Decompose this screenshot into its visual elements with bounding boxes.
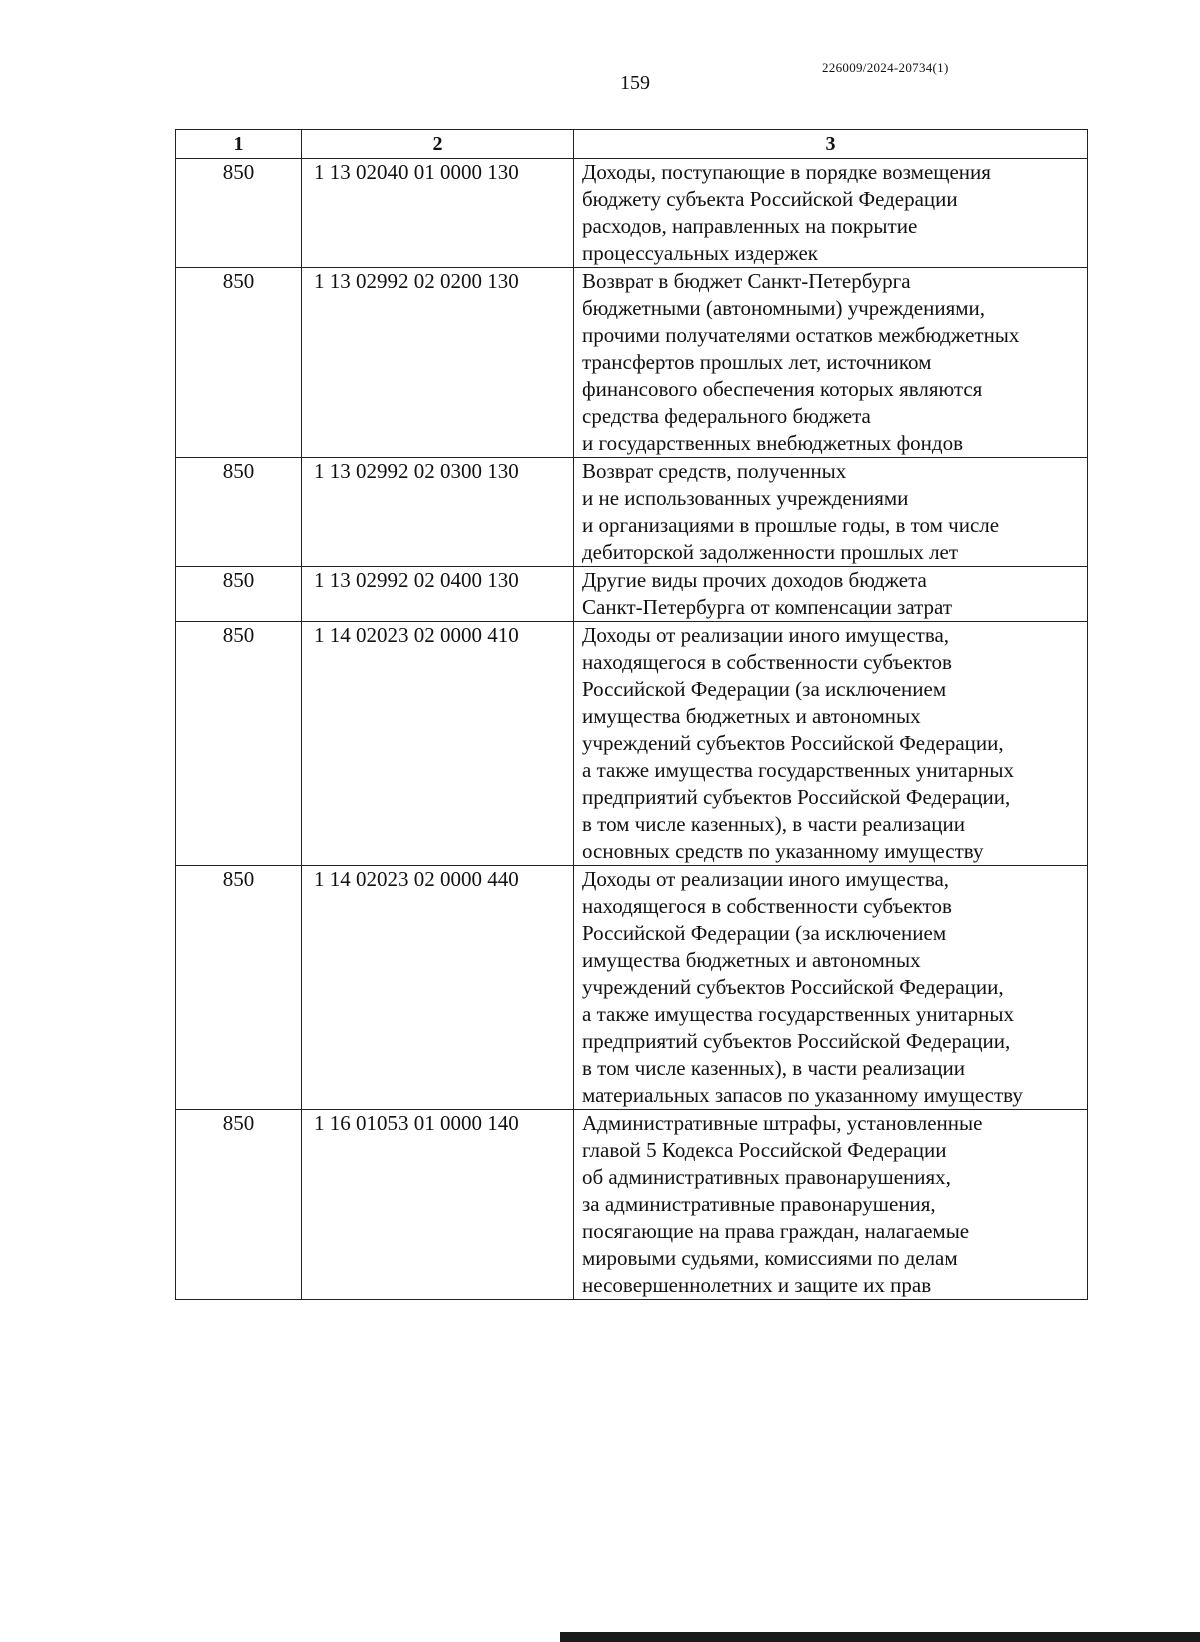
description-cell: [574, 268, 1088, 458]
description-line: дебиторской задолженности прошлых лет: [582, 540, 959, 564]
table-row: [176, 866, 1088, 1110]
revenue-code-cell: 1 14 02023 02 0000 410: [302, 622, 574, 866]
table-row: [176, 1110, 1088, 1300]
description-line: имущества бюджетных и автономных: [582, 948, 921, 972]
description-line: Санкт-Петербурга от компенсации затрат: [582, 595, 953, 619]
description-cell: [574, 866, 1088, 1110]
admin-code-cell: 850: [176, 622, 302, 866]
description-line: а также имущества государственных унитарных: [582, 758, 1014, 782]
admin-code-cell: 850: [176, 567, 302, 622]
description-line: а также имущества государственных унитарных: [582, 1002, 1014, 1026]
revenue-code-cell: 1 16 01053 01 0000 140: [302, 1110, 574, 1300]
table-row: [176, 159, 1088, 268]
description-line: предприятий субъектов Российской Федерации,: [582, 785, 1011, 809]
description-line: учреждений субъектов Российской Федерации,: [582, 731, 1004, 755]
description-line: за административные правонарушения,: [582, 1192, 936, 1216]
description-line: находящегося в собственности субъектов: [582, 650, 952, 674]
description-line: учреждений субъектов Российской Федерации,: [582, 975, 1004, 999]
description-line: имущества бюджетных и автономных: [582, 704, 921, 728]
admin-code-cell: 850: [176, 268, 302, 458]
description-line: Российской Федерации (за исключением: [582, 677, 947, 701]
column-header-1: 1: [176, 130, 302, 159]
description-line: главой 5 Кодекса Российской Федерации: [582, 1138, 947, 1162]
scan-edge-bar: [560, 1632, 1200, 1642]
description-line: Возврат в бюджет Санкт-Петербурга: [582, 269, 911, 293]
table-body: [176, 159, 1088, 1300]
description-line: Доходы, поступающие в порядке возмещения: [582, 160, 991, 184]
table-row: [176, 567, 1088, 622]
description-line: трансфертов прошлых лет, источником: [582, 350, 932, 374]
description-line: об административных правонарушениях,: [582, 1165, 951, 1189]
description-line: Возврат средств, полученных: [582, 459, 847, 483]
document-id: 226009/2024-20734(1): [822, 60, 949, 75]
revenue-code-cell: 1 13 02040 01 0000 130: [302, 159, 574, 268]
description-line: бюджету субъекта Российской Федерации: [582, 187, 958, 211]
column-header-3: 3: [574, 130, 1088, 159]
admin-code-cell: 850: [176, 1110, 302, 1300]
table-row: [176, 458, 1088, 567]
description-line: процессуальных издержек: [582, 241, 818, 265]
description-line: средства федерального бюджета: [582, 404, 871, 428]
description-line: прочими получателями остатков межбюджетных: [582, 323, 1020, 347]
description-line: предприятий субъектов Российской Федерации,: [582, 1029, 1011, 1053]
description-line: и государственных внебюджетных фондов: [582, 431, 964, 455]
admin-code-cell: 850: [176, 458, 302, 567]
description-line: в том числе казенных), в части реализации: [582, 1056, 965, 1080]
revenue-code-cell: 1 13 02992 02 0200 130: [302, 268, 574, 458]
revenue-code-cell: 1 13 02992 02 0400 130: [302, 567, 574, 622]
description-line: несовершеннолетних и защите их прав: [582, 1273, 932, 1297]
description-line: Другие виды прочих доходов бюджета: [582, 568, 927, 592]
description-line: Доходы от реализации иного имущества,: [582, 867, 950, 891]
page-number: 159: [620, 72, 650, 94]
description-line: мировыми судьями, комиссиями по делам: [582, 1246, 958, 1270]
revenue-codes-table: [175, 129, 1088, 1300]
description-line: и не использованных учреждениями: [582, 486, 909, 510]
table-row: [176, 622, 1088, 866]
description-line: Административные штрафы, установленные: [582, 1111, 983, 1135]
description-line: основных средств по указанному имуществу: [582, 839, 984, 863]
description-cell: [574, 567, 1088, 622]
description-line: бюджетными (автономными) учреждениями,: [582, 296, 986, 320]
description-line: Российской Федерации (за исключением: [582, 921, 947, 945]
description-cell: [574, 1110, 1088, 1300]
description-cell: [574, 458, 1088, 567]
description-line: Доходы от реализации иного имущества,: [582, 623, 950, 647]
description-line: в том числе казенных), в части реализации: [582, 812, 965, 836]
table-header-row: [176, 130, 1088, 159]
description-line: материальных запасов по указанному имуществу: [582, 1083, 1023, 1107]
revenue-code-cell: 1 13 02992 02 0300 130: [302, 458, 574, 567]
description-cell: [574, 622, 1088, 866]
description-line: и организациями в прошлые годы, в том числе: [582, 513, 1000, 537]
admin-code-cell: 850: [176, 159, 302, 268]
description-line: финансового обеспечения которых являются: [582, 377, 983, 401]
table-row: [176, 268, 1088, 458]
revenue-code-cell: 1 14 02023 02 0000 440: [302, 866, 574, 1110]
description-line: находящегося в собственности субъектов: [582, 894, 952, 918]
description-line: посягающие на права граждан, налагаемые: [582, 1219, 970, 1243]
description-cell: [574, 159, 1088, 268]
column-header-2: 2: [302, 130, 574, 159]
admin-code-cell: 850: [176, 866, 302, 1110]
description-line: расходов, направленных на покрытие: [582, 214, 918, 238]
